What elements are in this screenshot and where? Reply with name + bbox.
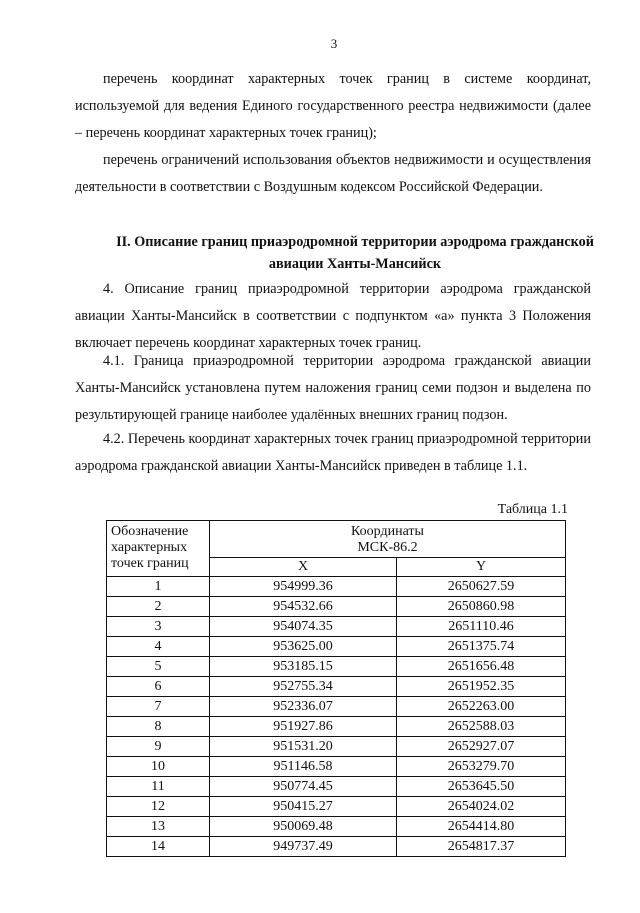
table-caption: Таблица 1.1 <box>497 502 568 517</box>
x-coordinate-cell: 952336.07 <box>210 697 397 717</box>
y-coordinate-cell: 2652263.00 <box>397 697 566 717</box>
y-coordinate-cell: 2652588.03 <box>397 717 566 737</box>
paragraph-4-1: 4.1. Граница приаэродромной территории аэродрома гражданской авиации Ханты-Мансийск установлена путем наложения границ семи подзон и выделена по результирующей границе наиболее удалённых внешних границ подзон. <box>75 353 591 423</box>
header-coordinates-label: Координаты <box>351 524 424 539</box>
x-coordinate-cell: 951146.58 <box>210 757 397 777</box>
header-y: Y <box>397 558 566 577</box>
point-number-cell: 7 <box>107 697 210 717</box>
table-body <box>107 577 566 857</box>
point-number-cell: 8 <box>107 717 210 737</box>
header-coordinate-system: МСК-86.2 <box>357 540 418 555</box>
point-number-cell: 4 <box>107 637 210 657</box>
x-coordinate-cell: 951531.20 <box>210 737 397 757</box>
y-coordinate-cell: 2654414.80 <box>397 817 566 837</box>
x-coordinate-cell: 954999.36 <box>210 577 397 597</box>
point-number-cell: 1 <box>107 577 210 597</box>
point-number-cell: 11 <box>107 777 210 797</box>
paragraph-coords-list: перечень координат характерных точек границ в системе координат, используемой для ведения Единого государственного реестра недвижимости (далее – перечень координат характерных точек границ); <box>75 71 591 141</box>
table-row <box>107 697 566 717</box>
paragraph-restrictions-list: перечень ограничений использования объектов недвижимости и осуществления деятельности в соответствии с Воздушным кодексом Российской Федерации. <box>75 152 591 195</box>
section-heading-line2: авиации Ханты-Мансийск <box>268 256 442 272</box>
x-coordinate-cell: 949737.49 <box>210 837 397 857</box>
table-row <box>107 657 566 677</box>
table-row <box>107 637 566 657</box>
y-coordinate-cell: 2654817.37 <box>397 837 566 857</box>
coordinates-table <box>106 520 566 857</box>
section-heading-line1: II. Описание границ приаэродромной территории аэродрома гражданской <box>116 234 594 250</box>
point-number-cell: 13 <box>107 817 210 837</box>
header-coordinates <box>210 521 566 558</box>
y-coordinate-cell: 2653645.50 <box>397 777 566 797</box>
x-coordinate-cell: 950774.45 <box>210 777 397 797</box>
table-row <box>107 717 566 737</box>
table-row <box>107 797 566 817</box>
page-number: 3 <box>330 36 338 51</box>
table-row <box>107 837 566 857</box>
point-number-cell: 2 <box>107 597 210 617</box>
y-coordinate-cell: 2650627.59 <box>397 577 566 597</box>
paragraph-4: 4. Описание границ приаэродромной территории аэродрома гражданской авиации Ханты-Мансийск в соответствии с подпунктом «а» пункта 3 Положения включает перечень координат характерных точек границ. <box>75 281 591 351</box>
point-number-cell: 14 <box>107 837 210 857</box>
point-number-cell: 6 <box>107 677 210 697</box>
point-number-cell: 3 <box>107 617 210 637</box>
table-row <box>107 757 566 777</box>
point-number-cell: 5 <box>107 657 210 677</box>
x-coordinate-cell: 953185.15 <box>210 657 397 677</box>
section-heading <box>75 231 635 275</box>
x-coordinate-cell: 953625.00 <box>210 637 397 657</box>
table-row <box>107 577 566 597</box>
table-row <box>107 677 566 697</box>
table-row <box>107 777 566 797</box>
point-number-cell: 10 <box>107 757 210 777</box>
y-coordinate-cell: 2651375.74 <box>397 637 566 657</box>
header-point-designation: Обозначение характерных точек границ <box>107 521 210 577</box>
y-coordinate-cell: 2651656.48 <box>397 657 566 677</box>
x-coordinate-cell: 951927.86 <box>210 717 397 737</box>
table-row <box>107 737 566 757</box>
y-coordinate-cell: 2653279.70 <box>397 757 566 777</box>
x-coordinate-cell: 950415.27 <box>210 797 397 817</box>
table-header-row <box>107 521 566 558</box>
y-coordinate-cell: 2651952.35 <box>397 677 566 697</box>
table-row <box>107 617 566 637</box>
x-coordinate-cell: 952755.34 <box>210 677 397 697</box>
x-coordinate-cell: 950069.48 <box>210 817 397 837</box>
header-x: X <box>210 558 397 577</box>
table-row <box>107 817 566 837</box>
y-coordinate-cell: 2651110.46 <box>397 617 566 637</box>
paragraph-4-2: 4.2. Перечень координат характерных точек границ приаэродромной территории аэродрома гражданской авиации Ханты-Мансийск приведен в таблице 1.1. <box>75 431 591 474</box>
x-coordinate-cell: 954532.66 <box>210 597 397 617</box>
point-number-cell: 12 <box>107 797 210 817</box>
x-coordinate-cell: 954074.35 <box>210 617 397 637</box>
table-row <box>107 597 566 617</box>
y-coordinate-cell: 2650860.98 <box>397 597 566 617</box>
point-number-cell: 9 <box>107 737 210 757</box>
y-coordinate-cell: 2652927.07 <box>397 737 566 757</box>
y-coordinate-cell: 2654024.02 <box>397 797 566 817</box>
